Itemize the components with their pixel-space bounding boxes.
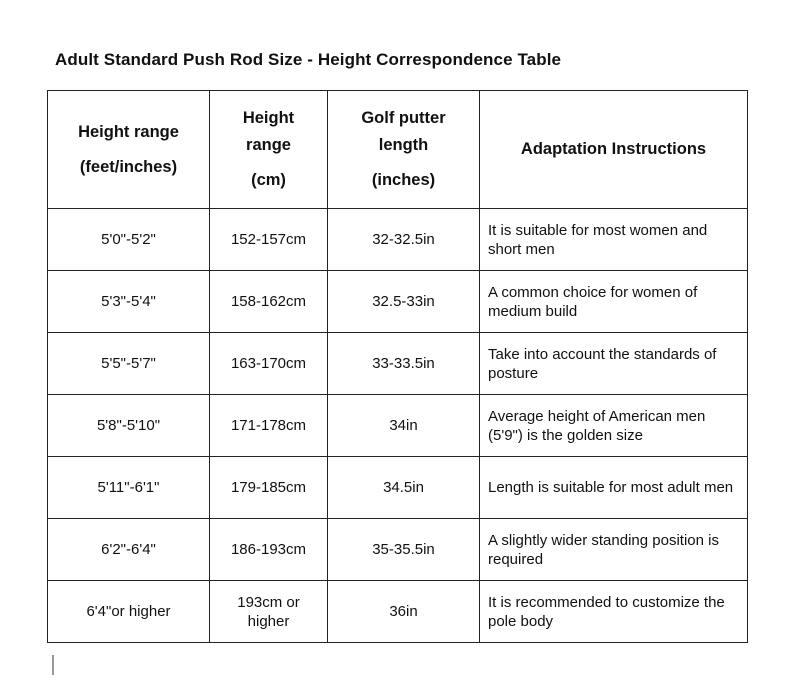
- header-putter-length: Golf putter length (inches): [328, 91, 480, 209]
- table-row: [48, 333, 748, 395]
- cell-inches: 33-33.5in: [328, 333, 480, 395]
- header-height-range-cm: Height range (cm): [210, 91, 328, 209]
- cell-note: It is suitable for most women and short men: [480, 209, 748, 271]
- cell-inches: 35-35.5in: [328, 519, 480, 581]
- cell-note: Take into account the standards of posture: [480, 333, 748, 395]
- cell-feet: 6'2"-6'4": [48, 519, 210, 581]
- cell-note: A common choice for women of medium build: [480, 271, 748, 333]
- cell-feet: 5'11"-6'1": [48, 457, 210, 519]
- cell-inches: 36in: [328, 581, 480, 643]
- cell-inches: 32.5-33in: [328, 271, 480, 333]
- table-row: [48, 581, 748, 643]
- text-cursor[interactable]: [52, 655, 54, 675]
- table-row: [48, 457, 748, 519]
- correspondence-table: [47, 90, 748, 643]
- cell-cm: 171-178cm: [210, 395, 328, 457]
- header-adaptation-instructions: Adaptation Instructions: [480, 91, 748, 209]
- table-row: [48, 209, 748, 271]
- cell-cm: 186-193cm: [210, 519, 328, 581]
- cell-feet: 5'0"-5'2": [48, 209, 210, 271]
- cell-note: Length is suitable for most adult men: [480, 457, 748, 519]
- cell-feet: 5'8"-5'10": [48, 395, 210, 457]
- cell-cm: 158-162cm: [210, 271, 328, 333]
- cell-note: A slightly wider standing position is required: [480, 519, 748, 581]
- cell-cm: 152-157cm: [210, 209, 328, 271]
- cell-cm: 179-185cm: [210, 457, 328, 519]
- cell-note: Average height of American men (5'9") is the golden size: [480, 395, 748, 457]
- document-title: Adult Standard Push Rod Size - Height Correspondence Table: [55, 50, 562, 69]
- table-row: [48, 395, 748, 457]
- table-row: [48, 271, 748, 333]
- cell-cm: 193cm or higher: [210, 581, 328, 643]
- table-row: [48, 519, 748, 581]
- header-height-range-feet: Height range (feet/inches): [48, 91, 210, 209]
- table-header-row: [48, 91, 748, 209]
- cell-inches: 34in: [328, 395, 480, 457]
- cell-cm: 163-170cm: [210, 333, 328, 395]
- cell-feet: 5'3"-5'4": [48, 271, 210, 333]
- cell-feet: 6'4"or higher: [48, 581, 210, 643]
- cell-feet: 5'5"-5'7": [48, 333, 210, 395]
- cell-inches: 34.5in: [328, 457, 480, 519]
- cell-note: It is recommended to customize the pole body: [480, 581, 748, 643]
- cell-inches: 32-32.5in: [328, 209, 480, 271]
